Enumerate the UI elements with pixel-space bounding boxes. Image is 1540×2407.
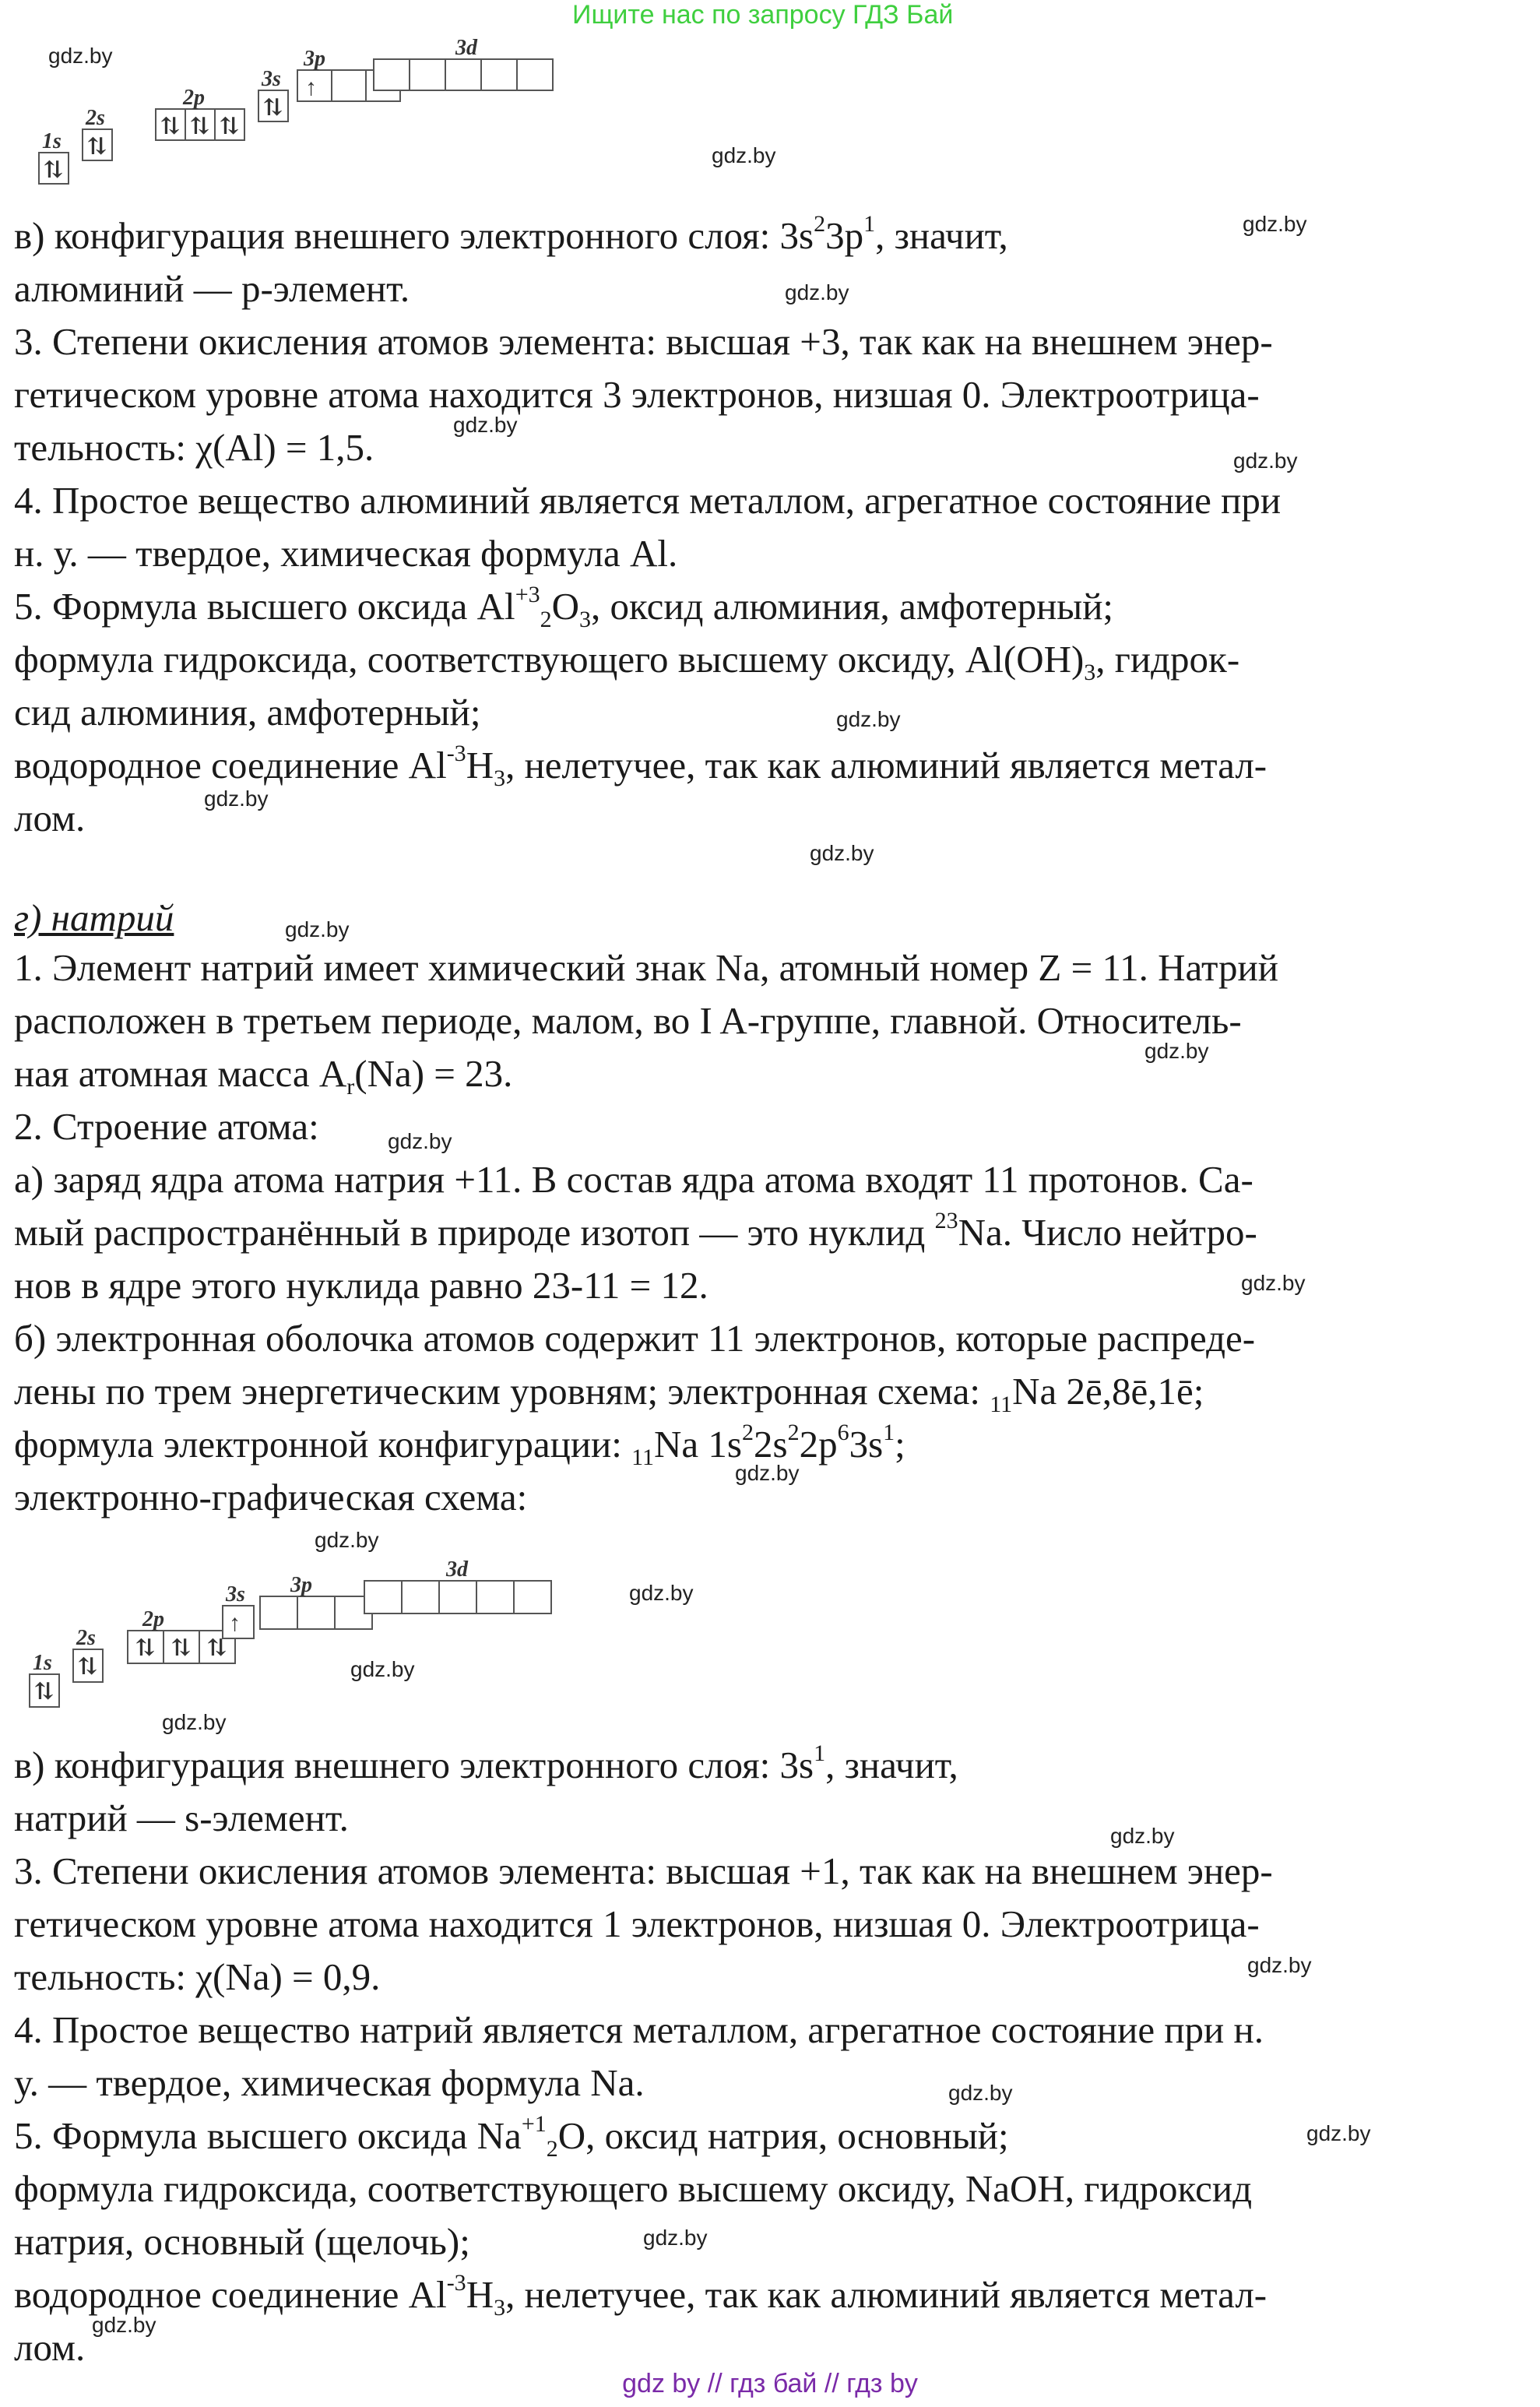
electron-up-icon: ↑ bbox=[305, 75, 317, 100]
watermark: gdz.by bbox=[388, 1129, 452, 1153]
text-line: н. у. — твердое, химическая формула Al. bbox=[14, 532, 678, 575]
text-line: 3. Степени окисления атомов элемента: высшая +3, так как на внешнем энер- bbox=[14, 320, 1273, 363]
watermark: gdz.by bbox=[735, 1461, 800, 1485]
watermark: gdz.by bbox=[204, 786, 269, 811]
text-line: формула гидроксида, соответствующего высшему оксиду, $Al(OH)_3$, гидрок- bbox=[14, 638, 1240, 685]
text-line: 5. Формула высшего оксида $Al^{+3}_2O_3$, оксид алюминия, амфотерный; bbox=[14, 582, 1114, 632]
text-line: натрия, основный (щелочь); bbox=[14, 2220, 470, 2263]
watermark: gdz.by bbox=[810, 841, 874, 865]
label-3s: 3s bbox=[262, 67, 281, 91]
text-line: у. — твердое, химическая формула Na. bbox=[14, 2061, 645, 2104]
text-line: мый распространённый в природе изотоп — это нуклид $^{23}$Na. Число нейтро- bbox=[14, 1208, 1257, 1254]
electron-pair-icon: ⇅ bbox=[44, 157, 64, 183]
electron-pair-icon: ⇅ bbox=[171, 1635, 192, 1661]
watermark: gdz.by bbox=[48, 44, 113, 68]
text-line: 4. Простое вещество алюминий является металлом, агрегатное состояние при bbox=[14, 479, 1282, 522]
text-line: нов в ядре этого нуклида равно 23-11 = 12. bbox=[14, 1264, 708, 1307]
watermark: gdz.by bbox=[1306, 2121, 1371, 2145]
label-3s: 3s bbox=[226, 1582, 245, 1606]
text-line: натрий — s-элемент. bbox=[14, 1796, 349, 1839]
watermark: gdz.by bbox=[453, 413, 518, 437]
text-line: лом. bbox=[14, 797, 86, 839]
watermark: gdz.by bbox=[1247, 1953, 1312, 1977]
text-line: 3. Степени окисления атомов элемента: высшая +1, так как на внешнем энер- bbox=[14, 1849, 1273, 1892]
watermark: gdz.by bbox=[712, 143, 776, 167]
orbital-diagram-na bbox=[22, 1550, 567, 1717]
text-line: гетическом уровне атома находится 1 электронов, низшая 0. Электроотрица- bbox=[14, 1902, 1260, 1945]
label-1s: 1s bbox=[42, 129, 62, 153]
watermark: gdz.by bbox=[643, 2226, 708, 2250]
watermark: gdz.by bbox=[1110, 1824, 1175, 1848]
electron-pair-icon: ⇅ bbox=[34, 1679, 54, 1705]
watermark: gdz.by bbox=[1243, 212, 1307, 236]
text-line: алюминий — p-элемент. bbox=[14, 267, 410, 310]
label-1s: 1s bbox=[33, 1651, 52, 1675]
label-2p: 2p bbox=[142, 1607, 164, 1631]
text-line: б) электронная оболочка атомов содержит 11 электронов, которые распреде- bbox=[14, 1317, 1256, 1360]
text-line: в) конфигурация внешнего электронного слоя: $3s^1$, значит, bbox=[14, 1740, 958, 1786]
orbital-diagram-al bbox=[31, 23, 576, 191]
text-line: тельность: χ(Al) = 1,5. bbox=[14, 426, 374, 469]
text-line: в) конфигурация внешнего электронного слоя: $3s^23p^1$, значит, bbox=[14, 211, 1008, 257]
text-line: водородное соединение $Al^{-3}H_3$, нелетучее, так как алюминий является метал- bbox=[14, 741, 1268, 791]
text-line: водородное соединение $Al^{-3}H_3$, нелетучее, так как алюминий является метал- bbox=[14, 2270, 1268, 2321]
text-line: лом. bbox=[14, 2326, 86, 2369]
footer-links[interactable]: gdz by // гдз бай // гдз by bbox=[622, 2369, 918, 2398]
electron-pair-icon: ⇅ bbox=[207, 1635, 227, 1661]
text-line: тельность: χ(Na) = 0,9. bbox=[14, 1955, 381, 1998]
label-3d: 3d bbox=[455, 36, 477, 60]
electron-pair-icon: ⇅ bbox=[190, 114, 210, 139]
watermark: gdz.by bbox=[1144, 1039, 1209, 1063]
watermark: gdz.by bbox=[1233, 449, 1298, 473]
label-3p: 3p bbox=[304, 47, 325, 71]
watermark: gdz.by bbox=[948, 2081, 1013, 2105]
watermark: gdz.by bbox=[1241, 1271, 1306, 1295]
watermark: gdz.by bbox=[92, 2313, 156, 2337]
text-line: электронно-графическая схема: bbox=[14, 1476, 528, 1518]
watermark: gdz.by bbox=[285, 917, 350, 941]
text-line: ная атомная масса $A_r(Na) = 23$. bbox=[14, 1052, 513, 1100]
electron-pair-icon: ⇅ bbox=[160, 114, 181, 139]
watermark: gdz.by bbox=[836, 707, 901, 731]
section-heading-sodium: г) натрий bbox=[14, 896, 174, 939]
label-3p: 3p bbox=[290, 1573, 312, 1597]
label-2p: 2p bbox=[183, 86, 205, 110]
text-line: расположен в третьем периоде, малом, во I A-группе, главной. Относитель- bbox=[14, 999, 1242, 1042]
label-2s: 2s bbox=[76, 1626, 96, 1650]
watermark: gdz.by bbox=[350, 1657, 415, 1681]
text-line: 4. Простое вещество натрий является металлом, агрегатное состояние при н. bbox=[14, 2008, 1264, 2051]
text-line: гетическом уровне атома находится 3 электронов, низшая 0. Электроотрица- bbox=[14, 373, 1260, 416]
label-2s: 2s bbox=[86, 106, 105, 130]
text-line: 2. Строение атома: bbox=[14, 1105, 319, 1148]
watermark: gdz.by bbox=[785, 280, 849, 304]
text-line: а) заряд ядра атома натрия +11. В состав ядра атома входят 11 протонов. Са- bbox=[14, 1158, 1253, 1201]
electron-pair-icon: ⇅ bbox=[78, 1654, 98, 1680]
label-3d: 3d bbox=[446, 1557, 468, 1582]
text-line: формула электронной конфигурации: $_{11}$Na $1s^22s^22p^63s^1$; bbox=[14, 1420, 905, 1470]
text-line: сид алюминия, амфотерный; bbox=[14, 691, 481, 734]
text-line: 5. Формула высшего оксида $Na^{+1}_2O$, оксид натрия, основный; bbox=[14, 2111, 1009, 2162]
search-hint-link[interactable]: Ищите нас по запросу ГДЗ Бай bbox=[572, 0, 954, 30]
text-line: формула гидроксида, соответствующего высшему оксиду, NaOH, гидроксид bbox=[14, 2167, 1253, 2210]
watermark: gdz.by bbox=[629, 1581, 694, 1605]
electron-pair-icon: ⇅ bbox=[87, 134, 107, 160]
electron-up-icon: ↑ bbox=[229, 1610, 241, 1636]
text-line: 1. Элемент натрий имеет химический знак Na, атомный номер Z = 11. Натрий bbox=[14, 946, 1278, 989]
text-line: лены по трем энергетическим уровням; электронная схема: $_{11}$Na 2ē,8ē,1ē; bbox=[14, 1370, 1204, 1417]
electron-pair-icon: ⇅ bbox=[263, 95, 283, 121]
watermark: gdz.by bbox=[162, 1710, 227, 1734]
watermark: gdz.by bbox=[315, 1528, 379, 1552]
electron-pair-icon: ⇅ bbox=[220, 114, 240, 139]
electron-pair-icon: ⇅ bbox=[135, 1635, 156, 1661]
